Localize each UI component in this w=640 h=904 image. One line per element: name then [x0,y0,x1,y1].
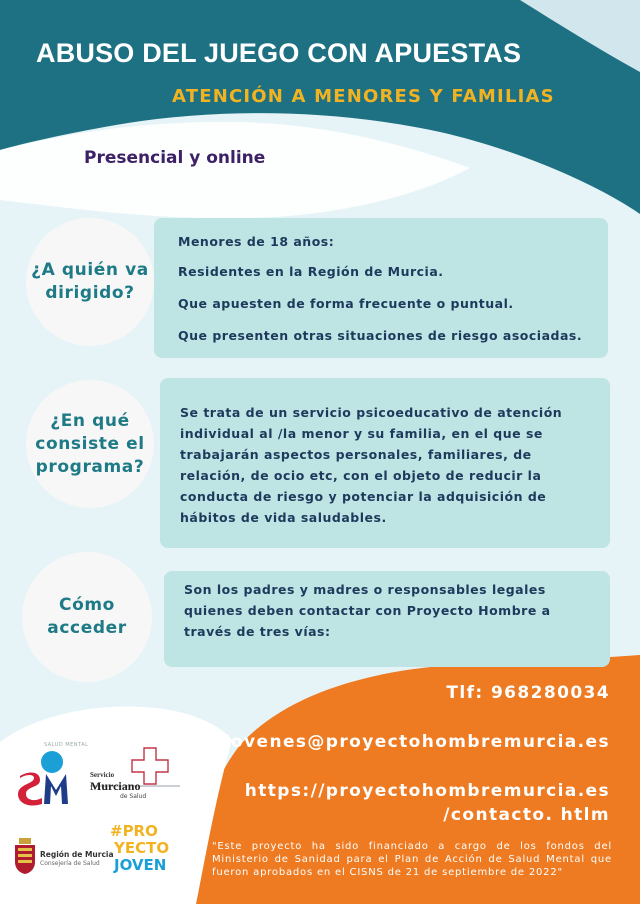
service-mode: Presencial y online [84,148,266,168]
audience-line: Que apuesten de forma frecuente o puntual. [178,296,514,311]
contact-email[interactable]: jovenes@proyectohombremurcia.es [223,732,610,752]
question-circle-how [22,552,152,682]
region-murcia-name: Región de Murcia [40,850,114,859]
sms-text: de Salud [120,793,147,800]
program-description: Se trata de un servicio psicoeducativo de atención individual al /la menor y su familia, en el que se trabajarán aspectos personales, familiares, de relación, de ocio etc, con el objeto de reducir la conducta de riesgo y potenciar la adquisición de hábitos de vida saludables. [180,405,563,525]
question-line: ¿En qué [50,410,130,431]
contact-phone[interactable]: Tlf: 968280034 [446,683,610,703]
audience-line: Menores de 18 años: [178,234,335,249]
question-circle-what [26,380,154,508]
region-murcia-shield-icon [14,838,36,874]
contact-url-line: /contacto. htlm [443,805,610,825]
sms-text: Murciano [90,779,141,793]
question-line: Cómo [59,595,115,615]
proyecto-joven-text: JOVEN [114,856,167,874]
proyecto-joven-text: YECTO [114,839,170,857]
question-line: programa? [35,456,145,477]
audience-line: Residentes en la Región de Murcia. [178,264,444,279]
page-subtitle: ATENCIÓN A MENORES Y FAMILIAS [172,86,555,107]
program-description-card [160,378,610,548]
salud-mental-logo [16,742,82,808]
question-line: ¿A quién va [31,260,149,280]
question-line: acceder [47,618,127,638]
page-title: ABUSO DEL JUEGO CON APUESTAS [36,38,522,68]
access-description: Son los padres y madres o responsables legales quienes deben contactar con Proyecto Hombre a través de tres vías: [184,582,551,639]
salud-mental-caption: SALUD MENTAL [44,742,89,748]
question-line: dirigido? [45,283,135,303]
sms-text: Servicio [90,771,115,779]
contact-url-line: https://proyectohombremurcia.es [244,781,610,801]
access-description-card [164,571,610,667]
proyecto-joven-text: #PRO [110,822,158,840]
region-murcia-sub: Consejería de Salud [40,860,100,867]
target-audience-card [154,218,608,358]
contact-url[interactable] [245,779,610,827]
question-circle-who [26,218,154,346]
question-line: consiste el [35,433,145,454]
funding-notice: "Este proyecto ha sido financiado a cargo de los fondos del Ministerio de Sanidad para el Plan de Acción de Salud Mental que fueron aprobados en el CISNS de 21 de septiembre de 2022" [212,841,612,878]
audience-line: Que presenten otras situaciones de riesgo asociadas. [178,328,583,343]
